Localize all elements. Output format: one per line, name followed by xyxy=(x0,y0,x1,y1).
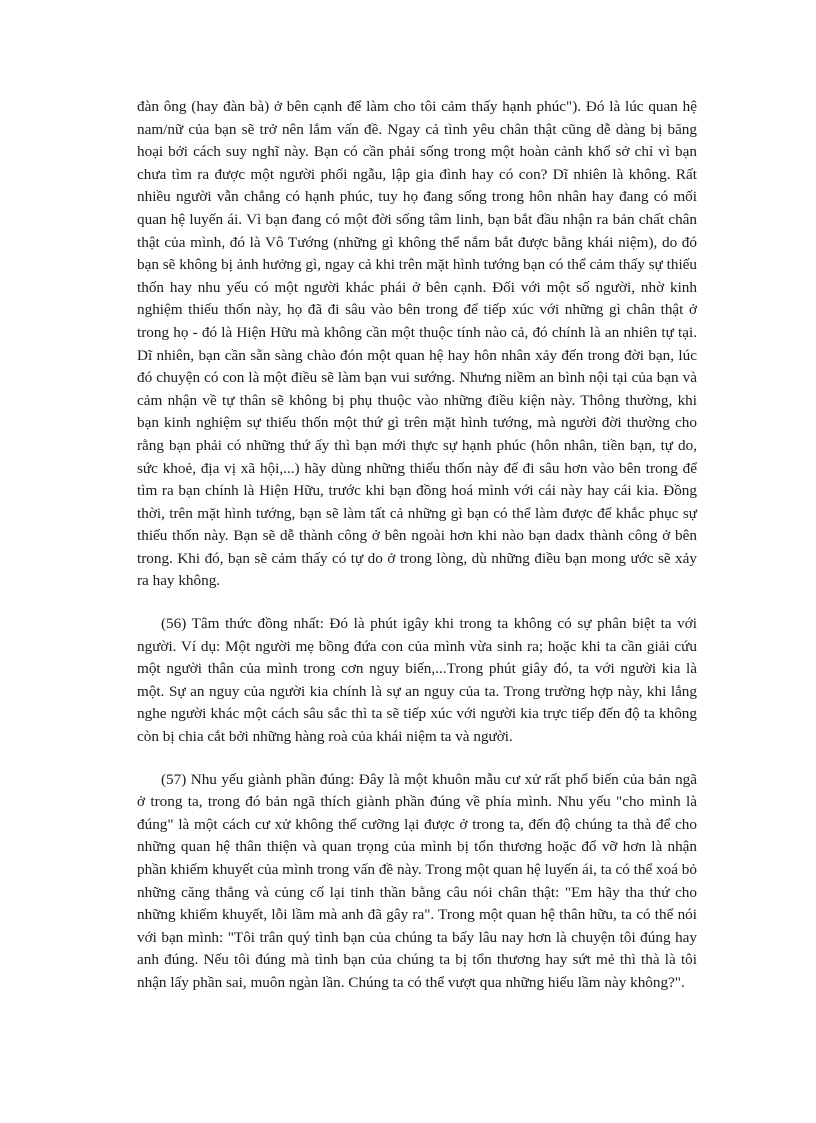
paragraph-continuation: đàn ông (hay đàn bà) ở bên cạnh để làm cho tôi cảm thấy hạnh phúc"). Đó là lúc quan hệ nam/nữ của bạn sẽ trở nên lắm vấn đề. Ngay cả tình yêu chân thật cũng dễ dàng bị băng hoại bởi cách suy nghĩ này. Bạn có cần phải sống trong một hoàn cảnh khổ sở chỉ vì bạn chưa tìm ra được một người phối ngẫu, lập gia đình hay có con? Dĩ nhiên là không. Rất nhiều người vẫn chẳng có hạnh phúc, tuy họ đang sống trong hôn nhân hay đang có mối quan hệ luyến ái. Vì bạn đang có một đời sống tâm linh, bạn bắt đầu nhận ra bản chất chân thật của mình, đó là Vô Tướng (những gì không thể nắm bắt được bằng khái niệm), do đó bạn sẽ không bị ảnh hưởng gì, ngay cả khi trên mặt hình tướng bạn có thể cảm thấy sự thiếu thốn hay nhu yếu có một người khác phái ở bên cạnh. Đối với một số người, nhờ kinh nghiệm thiếu thốn này, họ đã đi sâu vào bên trong để tiếp xúc với những gì chân thật ở trong họ - đó là Hiện Hữu mà không cần một thuộc tính nào cả, đó chính là an nhiên tự tại. Dĩ nhiên, bạn cần sẵn sàng chào đón một quan hệ hay hôn nhân xảy đến trong đời bạn, lúc đó chuyện có con là một điều sẽ làm bạn vui sướng. Nhưng niềm an bình nội tại của bạn và cảm nhận về tự thân sẽ không bị phụ thuộc vào những điều kiện này. Thông thường, khi bạn kinh nghiệm sự thiếu thốn một thứ gì trên mặt hình tướng, mà người đời thường cho rằng bạn phải có những thứ ấy thì bạn mới thực sự hạnh phúc (hôn nhân, tiền bạn, tự do, sức khoẻ, địa vị xã hội,...) hãy dùng những thiếu thốn này để đi sâu hơn vào bên trong để tìm ra bạn chính là Hiện Hữu, trước khi bạn đồng hoá mình với cái này hay cái kia. Đồng thời, trên mặt hình tướng, bạn sẽ làm tất cả những gì bạn có thể làm được để khắc phục sự thiếu thốn này. Bạn sẽ dễ thành công ở bên ngoài hơn khi nào bạn dadx thành công ở bên trong. Khi đó, bạn sẽ cảm thấy có tự do ở trong lòng, dù những điều bạn mong ước sẽ xảy ra hay không. xyxy=(137,98,697,590)
document-page xyxy=(137,96,697,995)
paragraph-56-unified-consciousness: (56) Tâm thức đồng nhất: Đó là phút igây khi trong ta không có sự phân biệt ta với người. Ví dụ: Một người mẹ bồng đứa con của mình vừa sinh ra; hoặc khi ta cần giải cứu một người thân của mình trong cơn nguy biến,...Trong phút giây đó, ta với người kia là một. Sự an nguy của người kia chính là sự an nguy của ta. Trong trường hợp này, khi lắng nghe người khác một cách sâu sắc thì ta sẽ tiếp xúc với người kia trực tiếp đến độ ta không còn bị chia cắt bởi những hàng roà của khái niệm ta và người. xyxy=(137,615,697,746)
paragraph-57-need-to-be-right: (57) Nhu yếu giành phần đúng: Đây là một khuôn mẫu cư xử rất phổ biến của bản ngã ở trong ta, trong đó bản ngã thích giành phần đúng về phía mình. Nhu yếu "cho mình là đúng" là một cách cư xử không thể cưỡng lại được ở trong ta, đến độ chúng ta thà để cho những quan hệ thân thiện và quan trọng của mình bị tổn thương hoặc đổ vỡ hơn là nhận phần khiếm khuyết của mình trong vấn đề này. Trong một quan hệ luyến ái, ta có thể xoá bỏ những căng thẳng và củng cố lại tinh thần bằng câu nói chân thật: "Em hãy tha thứ cho những khiếm khuyết, lỗi lầm mà anh đã gây ra". Trong một quan hệ thân hữu, ta có thể nói với bạn mình: "Tôi trân quý tình bạn của chúng ta bấy lâu nay hơn là chuyện tôi đúng hay anh đúng. Nếu tôi đúng mà tình bạn của chúng ta bị tổn thương hay sứt mẻ thì thà là tôi nhận lấy phần sai, muôn ngàn lần. Chúng ta có thể vượt qua những hiểu lầm này không?". xyxy=(137,770,697,991)
